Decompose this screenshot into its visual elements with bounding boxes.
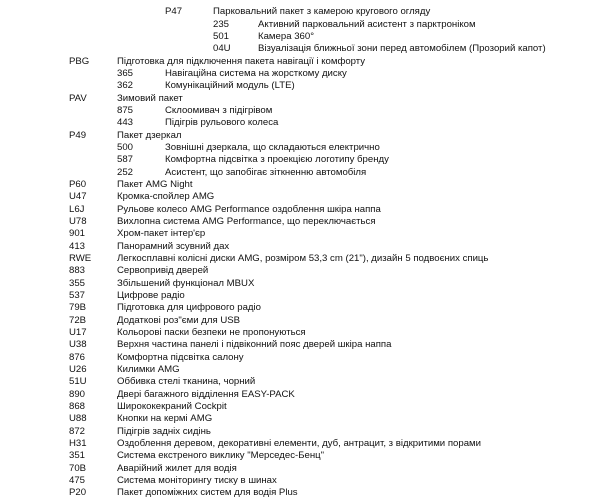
option-description: Цифрове радіо — [117, 289, 185, 301]
option-description: Комунікаційний модуль (LTE) — [165, 80, 295, 92]
option-description: Ширококекраний Cockpit — [117, 400, 227, 412]
option-code: U26 — [69, 363, 87, 375]
option-code: 362 — [117, 80, 134, 92]
option-row — [0, 68, 600, 80]
option-description: Комфортна підсвітка салону — [117, 351, 244, 363]
option-code: P47 — [165, 6, 183, 18]
option-row — [0, 376, 600, 388]
option-description: Кнопки на кермі AMG — [117, 413, 213, 425]
option-code: U38 — [69, 339, 87, 351]
option-row — [0, 154, 600, 166]
option-row — [0, 339, 600, 351]
option-row — [0, 302, 600, 314]
option-code: PBG — [69, 55, 90, 67]
option-description: Хром-пакет інтер'єр — [117, 228, 206, 240]
option-row — [0, 179, 600, 191]
option-row — [0, 130, 600, 142]
option-row — [0, 487, 600, 499]
option-description: Активний парковальний асистент з парктроніком — [258, 18, 476, 30]
option-code: H31 — [69, 437, 87, 449]
option-description: Оздоблення деревом, декоративні елементи, дуб, антрацит, з відкритими порами — [117, 437, 481, 449]
option-code: RWE — [69, 252, 92, 264]
option-code: 501 — [213, 31, 230, 42]
option-description: Пакет дзеркал — [117, 129, 182, 141]
option-description: Підігрів задніх сидінь — [117, 425, 211, 437]
option-row — [0, 241, 600, 253]
option-code: P20 — [69, 487, 87, 499]
option-code: 79B — [69, 302, 87, 314]
option-description: Камера 360° — [258, 31, 315, 42]
option-code: 252 — [117, 166, 134, 178]
option-row — [0, 191, 600, 203]
option-code: 443 — [117, 117, 134, 129]
option-row — [0, 80, 600, 92]
option-description: Збільшений функціонал MBUX — [117, 277, 255, 289]
option-row — [0, 463, 600, 475]
option-row — [0, 265, 600, 277]
option-code: 70B — [69, 462, 87, 474]
option-code: 04U — [213, 43, 231, 55]
option-description: Легкосплавні колісні диски AMG, розміром 53,3 cm (21"), дизайн 5 подвоєних спиць — [117, 252, 489, 264]
option-row — [0, 93, 600, 105]
option-row — [0, 0, 600, 6]
option-description: Кольорові паски безпеки не пропонуються — [117, 326, 306, 338]
option-description: Аварійний жилет для водія — [117, 462, 237, 474]
option-code: 537 — [69, 289, 86, 301]
option-code: P60 — [69, 178, 87, 190]
option-row — [0, 364, 600, 376]
option-description: Зовнішні дзеркала, що складаються електрично — [165, 142, 380, 153]
option-row — [0, 315, 600, 327]
option-code: 868 — [69, 400, 86, 412]
option-description: Оббивка стелі тканина, чорний — [117, 376, 256, 388]
option-row — [0, 117, 600, 129]
option-code: 883 — [69, 265, 86, 277]
option-description: Верхня частина панелі і підвіконний пояс дверей шкіра наппа — [117, 339, 392, 351]
option-code: 351 — [69, 450, 86, 462]
option-description: Рульове колесо AMG Performance оздоблення шкіра наппа — [117, 203, 381, 215]
option-row — [0, 31, 600, 43]
option-row — [0, 290, 600, 302]
option-row — [0, 105, 600, 117]
option-row — [0, 413, 600, 425]
option-row — [0, 438, 600, 450]
option-row — [0, 475, 600, 487]
option-row — [0, 401, 600, 413]
option-description: Зимовий пакет — [117, 92, 183, 104]
option-row — [0, 278, 600, 290]
option-code: 475 — [69, 474, 86, 486]
option-description: Килимки AMG — [117, 363, 180, 375]
option-row — [0, 352, 600, 364]
option-code: 72B — [69, 314, 87, 326]
option-code: 500 — [117, 142, 134, 153]
option-description: Сервопривід дверей — [117, 265, 209, 277]
option-description: Підготовка для цифрового радіо — [117, 302, 261, 314]
option-description: Панорамний зсувний дах — [117, 240, 230, 252]
option-description: Асистент, що запобігає зіткненню автомобіля — [165, 166, 367, 178]
option-code: U47 — [69, 191, 87, 203]
option-code: 587 — [117, 154, 134, 166]
option-row — [0, 167, 600, 179]
option-code: 235 — [213, 18, 230, 30]
option-description: Пакет AMG Night — [117, 178, 193, 190]
option-description: Комфортна підсвітка з проекцією логотипу бренду — [165, 154, 389, 166]
option-code: L6J — [69, 203, 85, 215]
option-row — [0, 253, 600, 265]
option-row — [0, 450, 600, 462]
option-description: Підготовка для підключення пакета навігації і комфорту — [117, 55, 366, 67]
option-description: Навігаційна система на жорсткому диску — [165, 68, 347, 79]
option-row — [0, 216, 600, 228]
option-code: 413 — [69, 240, 86, 252]
option-code: U78 — [69, 215, 87, 227]
option-row — [0, 426, 600, 438]
option-code: 355 — [69, 277, 86, 289]
option-description: Пакет допоміжних систем для водія Plus — [117, 487, 298, 499]
option-description: Вихлопна система AMG Performance, що переключається — [117, 215, 376, 227]
option-description: Додаткові роз"єми для USB — [117, 314, 241, 326]
option-code: 876 — [69, 351, 86, 363]
option-description: Система екстреного виклику "Мерседес-Бенц" — [117, 450, 325, 462]
option-code: 872 — [69, 425, 86, 437]
option-code: 365 — [117, 68, 134, 79]
option-row — [0, 6, 600, 18]
option-code: U88 — [69, 413, 87, 425]
option-row — [0, 389, 600, 401]
option-code: PAV — [69, 92, 87, 104]
option-description: Кромка-спойлер AMG — [117, 191, 215, 203]
option-row — [0, 142, 600, 154]
option-code: 890 — [69, 388, 86, 400]
option-description: Система моніторингу тиску в шинах — [117, 474, 277, 486]
option-description: Двері багажного відділення EASY-PACK — [117, 388, 295, 400]
option-code: U17 — [69, 326, 87, 338]
option-row — [0, 43, 600, 55]
option-row — [0, 204, 600, 216]
option-row — [0, 56, 600, 68]
option-code: 901 — [69, 228, 86, 240]
option-code: 875 — [117, 105, 134, 116]
option-description: Підігрів рульового колеса — [165, 117, 279, 129]
option-code: 51U — [69, 376, 87, 388]
option-row — [0, 228, 600, 240]
option-row — [0, 19, 600, 31]
option-code: P49 — [69, 129, 87, 141]
option-description: Парковальний пакет з камерою кругового огляду — [213, 6, 431, 18]
option-row — [0, 327, 600, 339]
option-description: Склоомивач з підігрівом — [165, 105, 273, 116]
option-description: Візуалізація ближньої зони перед автомобілем (Прозорий капот) — [258, 43, 546, 55]
